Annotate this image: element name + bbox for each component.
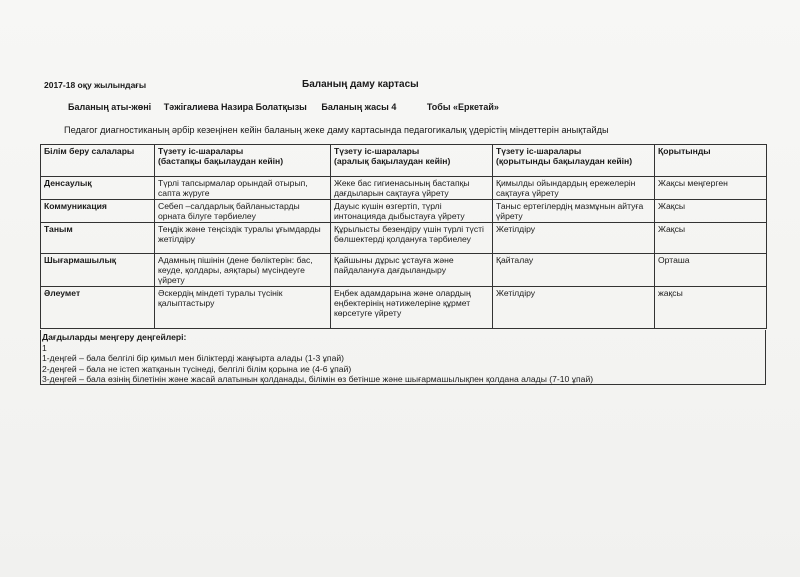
table-row — [41, 223, 767, 254]
final-cell: Қимылды ойындардың ережелерін сақтауға үйрету — [493, 177, 655, 200]
notes-title: Дағдыларды меңгеру деңгейлері: — [42, 332, 187, 342]
child-group: Тобы «Еркетай» — [426, 102, 499, 112]
header-cell-areas: Білім беру салалары — [41, 145, 155, 177]
table-row — [41, 177, 767, 200]
intro-text: Педагог диагностиканың әрбір кезеңінен кейін баланың жеке даму картасында педагогикалық үдерістің міндеттерін анықтайды — [64, 125, 609, 135]
result-cell: Орташа — [655, 254, 767, 287]
area-cell: Денсаулық — [41, 177, 155, 200]
table-row — [41, 287, 767, 329]
development-table — [40, 144, 767, 329]
area-cell: Әлеумет — [41, 287, 155, 329]
initial-cell: Түрлі тапсырмалар орындай отырып, сапта жүруге — [155, 177, 331, 200]
final-cell: Жетілдіру — [493, 223, 655, 254]
child-info-line — [68, 102, 499, 112]
child-name-label: Баланың аты-жөні — [68, 102, 152, 112]
child-age: Баланың жасы 4 — [321, 102, 397, 112]
notes-line: 1 — [42, 342, 47, 353]
final-cell: Жетілдіру — [493, 287, 655, 329]
final-cell: Қайталау — [493, 254, 655, 287]
intermediate-cell: Еңбек адамдарына және олардың еңбектерінің нәтижелеріне құрмет көрсетуге үйрету — [331, 287, 493, 329]
header-cell-result: Қорытынды — [655, 145, 767, 177]
header-cell-intermediate: Түзету іс-шаралары (аралық бақылаудан кейін) — [331, 145, 493, 177]
table-row — [41, 200, 767, 223]
notes-line: 2-деңгей – бала не істеп жатқанын түсінеді, белгілі білім қорына ие (4-6 ұпай) — [42, 363, 352, 374]
header-cell-initial: Түзету іс-шаралары (бастапқы бақылаудан кейін) — [155, 145, 331, 177]
levels-notes — [42, 332, 593, 385]
intermediate-cell: Дауыс күшін өзгертіп, түрлі интонацияда дыбыстауға үйрету — [331, 200, 493, 223]
intermediate-cell: Жеке бас гигиенасының бастапқы дағдыларын сақтауға үйрету — [331, 177, 493, 200]
area-cell: Шығармашылық — [41, 254, 155, 287]
table-header-row — [41, 145, 767, 177]
area-cell: Таным — [41, 223, 155, 254]
document-title: Баланың даму картасы — [302, 79, 419, 90]
initial-cell: Себеп –салдарлық байланыстарды орната білуге тәрбиелеу — [155, 200, 331, 223]
area-cell: Коммуникация — [41, 200, 155, 223]
final-cell: Таныс ертегілердің мазмұнын айтуға үйрету — [493, 200, 655, 223]
intermediate-cell: Қайшыны дұрыс ұстауға және пайдалануға дағдыландыру — [331, 254, 493, 287]
school-year: 2017-18 оқу жылындағы — [44, 80, 147, 90]
result-cell: Жақсы — [655, 223, 767, 254]
result-cell: жақсы — [655, 287, 767, 329]
initial-cell: Адамның пішінін (дене бөліктерін: бас, кеуде, қолдары, аяқтары) мүсіндеуге үйрету — [155, 254, 331, 287]
initial-cell: Әскердің міндеті туралы түсінік қалыптастыру — [155, 287, 331, 329]
result-cell: Жақсы — [655, 200, 767, 223]
table-row — [41, 254, 767, 287]
result-cell: Жақсы меңгерген — [655, 177, 767, 200]
header-cell-final: Түзету іс-шаралары (қорытынды бақылаудан кейін) — [493, 145, 655, 177]
child-name: Тәжігалиева Назира Болатқызы — [163, 102, 307, 112]
intermediate-cell: Құрылысты безендіру үшін түрлі түсті бөлшектерді қолдануға тәрбиелеу — [331, 223, 493, 254]
notes-line: 3-деңгей – бала өзінің білетінін және жасай алатынын қолданады, білімін өз бетінше және шығармашылықпен қолдана алады (7-10 ұпай) — [42, 374, 594, 384]
notes-line: 1-деңгей – бала белгілі бір қимыл мен біліктерді жаңғырта алады (1-3 ұпай) — [42, 353, 345, 363]
initial-cell: Теңдік және теңсіздік туралы ұғымдарды жетілдіру — [155, 223, 331, 254]
